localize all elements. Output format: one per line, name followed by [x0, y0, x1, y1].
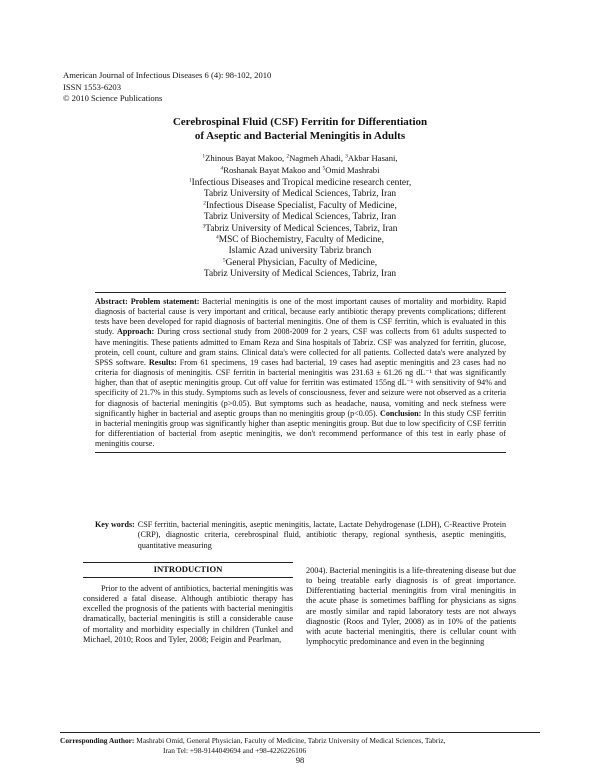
- author-name: Omid Mashrabi: [325, 165, 380, 175]
- problem-statement-text: Bacterial meningitis is one of the most important causes of mortality and morbidity. Rapid diagnosis of bacterial cause is very important and critical, because early antibiotic therapy prevents complications; different tests have been developed for rapid diagnosis of bacterial meningitis. One of them is CSF ferritin, which is evaluated in this study.: [95, 297, 506, 337]
- results-label: Results:: [148, 357, 177, 367]
- affiliation-sup: 3: [202, 223, 206, 230]
- intro-paragraph-left: Prior to the advent of antibiotics, bacterial meningitis was considered a fatal disease. Although antibiotic therapy has excelled the prognosis of the patients with bacterial meningitis dramatically, bacterial meningitis is still a considerable cause of mortality and morbidity especially in children (Tunkel and Michael, 2010; Roos and Tyler, 2008; Feigin and Pearlman,: [83, 584, 293, 644]
- author-sup: 5: [322, 165, 326, 172]
- journal-issn: ISSN 1553-6203: [63, 81, 122, 92]
- affiliation-4: [100, 235, 500, 246]
- author-line-1: [100, 152, 500, 164]
- title-line-2: of Aseptic and Bacterial Meningitis in Adults: [194, 130, 406, 142]
- affiliation-sup: 5: [222, 257, 226, 264]
- intro-right-column: [306, 566, 516, 647]
- intro-left-column: [83, 562, 293, 645]
- affiliation-1-cont: Tabriz University of Medical Sciences, Tabriz, Iran: [203, 189, 397, 200]
- keywords-label: Key words:: [95, 520, 135, 529]
- corresponding-author-label: Corresponding Author:: [60, 736, 135, 745]
- affiliation-1: [100, 178, 500, 189]
- author-sup: 2: [286, 153, 290, 160]
- affiliation-sup: 4: [215, 234, 219, 241]
- abstract-label: Abstract:: [95, 297, 128, 306]
- author-name: Akbar Hasani,: [347, 153, 398, 163]
- conclusion-text: In this study CSF ferritin in bacterial meningitis group was significantly higher than aseptic meningitis group. But due to low specificity of CSF ferritin for differentiation of bacterial from aseptic meningitis, we don't recommend performance of this test in early phase of meningitis course.: [95, 408, 507, 449]
- affiliation-text: Tabriz University of Medical Sciences, Tabriz, Iran: [205, 223, 398, 234]
- author-list: [100, 152, 500, 176]
- journal-copyright: © 2010 Science Publications: [63, 93, 163, 103]
- journal-meta: [63, 70, 271, 105]
- affiliation-text: Infectious Disease Specialist, Faculty of Medicine,: [205, 200, 397, 211]
- problem-statement-label: Problem statement:: [130, 297, 200, 306]
- affiliation-3: [100, 224, 500, 235]
- author-name: Zhinous Bayat Makoo,: [205, 153, 287, 163]
- conclusion-label: Conclusion:: [380, 408, 422, 418]
- author-name: Roshanak Bayat Makoo and: [223, 165, 323, 175]
- affiliation-5: [100, 258, 500, 269]
- author-name: Nagmeh Ahadi,: [289, 153, 346, 163]
- introduction-heading: INTRODUCTION: [83, 562, 293, 578]
- paper-title: [100, 115, 500, 143]
- affiliation-text: Infectious Diseases and Tropical medicine research center,: [191, 178, 412, 188]
- results-text: From 61 specimens, 19 cases had bacterial, 19 cases had aseptic meningitis and 23 cases had no criteria for diagnosis of meningitis. CSF ferritin in bacterial meningitis was 231.63 ± 61.26 ng dL⁻¹ that was significantly higher, than that of aseptic meningitis group. Cut off value for ferritin was estimated 155ng dL⁻¹ with sensitivity of 94% and specificity of 21.7% in this study. Symptoms such as levels of consciousness, fever and seizure were not observed as a criteria for diagnosis of bacterial meningitis (p>0.05). But symptoms such as headache, nausa, vomiting and neck stefness were significantly higher in bacterial and aseptic groups than no meningitis group (p<0.05).: [95, 357, 506, 418]
- author-sup: 1: [202, 153, 206, 160]
- footer-line-2: Iran Tel: +98-9144049694 and +98-4226226106: [163, 745, 307, 755]
- keywords-block: [95, 520, 506, 551]
- author-line-2: [100, 164, 500, 176]
- page-number: 98: [295, 755, 305, 765]
- abstract-block: [95, 292, 506, 453]
- affiliation-2: [100, 201, 500, 212]
- corresponding-author-text: Mashrabi Omid, General Physician, Faculty of Medicine, Tabriz University of Medical Sciences, Tabriz,: [134, 736, 446, 745]
- approach-text: During cross sectional study from 2008-2009 for 2 years, CSF was collects from 61 adults suspected to have meningitis. These patients admitted to Emam Reza and Sina hospitals of Tabriz. CSF was analyzed for ferritin, glucose, protein, cell count, culture and gram stains. Clinical data's were collected for all patients. Collected data's were analyzed by SPSS software.: [95, 327, 506, 367]
- keywords-text: CSF ferritin, bacterial meningitis, aseptic meningitis, lactate, Lactate Dehydrogenase (LDH), C-Reactive Protein (CRP), diagnostic criteria, cerebrospinal fluid, antibiotic therapy, regional synthesis, aseptic meningitis, quantitative measuring: [137, 520, 506, 550]
- journal-citation: American Journal of Infectious Diseases 6 (4): 98-102, 2010: [63, 70, 272, 80]
- affiliation-2-cont: Tabriz University of Medical Sciences, Tabriz, Iran: [203, 212, 397, 223]
- author-sup: 4: [220, 165, 224, 172]
- title-line-1: Cerebrospinal Fluid (CSF) Ferritin for Differentiation: [172, 116, 428, 128]
- affiliation-text: General Physician, Faculty of Medicine,: [225, 257, 378, 268]
- affiliation-sup: 2: [203, 200, 206, 207]
- footer-line-1: [60, 736, 540, 746]
- affiliation-sup: 1: [188, 177, 192, 184]
- affiliation-list: [100, 178, 500, 281]
- affiliation-text: MSC of Biochemistry, Faculty of Medicine,: [218, 235, 384, 246]
- affiliation-5-cont: Tabriz University of Medical Sciences, Tabriz, Iran: [203, 269, 397, 280]
- corresponding-author-footer: [60, 732, 540, 755]
- intro-paragraph-right: 2004). Bacterial meningitis is a life-threatening disease but due to being treatable early diagnosis is of great importance. Differentiating bacterial meningitis from viral meningitis in the acute phase is sometimes baffling for physicians as signs are mostly similar and rapid laboratory tests are not always diagnostic (Roos and Tyler, 2008) as in 10% of the patients with acute bacterial meningitis, there is cellular count with lymphocytic predominance and even in the beginning: [306, 566, 516, 647]
- author-sup: 3: [345, 153, 348, 160]
- approach-label: Approach:: [116, 327, 155, 337]
- affiliation-4-cont: Islamic Azad university Tabriz branch: [228, 246, 372, 257]
